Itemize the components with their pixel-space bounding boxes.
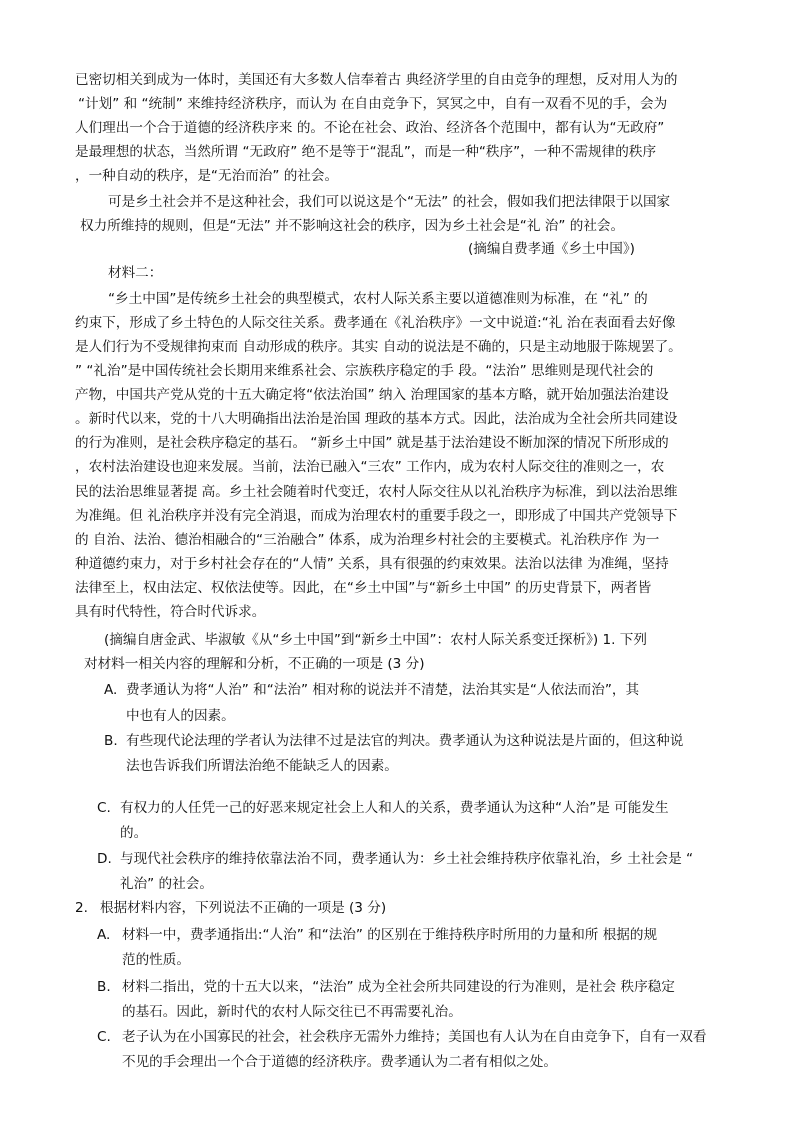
question-number: 2.: [75, 900, 88, 916]
option-text: 中也有人的因素。: [126, 708, 235, 724]
option-text: 的。: [120, 825, 148, 841]
passage-line: 的 自治、法治、德治相融合的“三治融合” 体系，成为治理乡村社会的主要模式。礼治秩序作 为一: [75, 532, 660, 548]
passage-line: 具有时代特性，符合时代诉求。: [75, 604, 266, 620]
option-text: 材料一中，费孝通指出:“人治” 和“法治” 的区别在于维持秩序时所用的力量和所 根据的规: [122, 927, 658, 943]
passage-line: 法律至上，权由法定、权依法使等。因此，在“乡土中国”与“新乡土中国” 的历史背景下，两者皆: [75, 580, 652, 596]
option-text: 不见的手会理出一个合于道德的经济秩序。费孝通认为二者有相似之处。: [122, 1054, 557, 1070]
option-label: A.: [97, 927, 111, 943]
passage-line: ” “礼治”是中国传统社会长期用来维系社会、宗族秩序稳定的手 段。“法治” 思维则是现代社会的: [75, 363, 654, 379]
passage-line: 。新时代以来，党的十八大明确指出法治是治国 理政的基本方式。因此，法治成为全社会所共同建设: [75, 411, 678, 427]
passage-line: 人们理出一个合于道德的经济秩序来 的。不论在社会、政治、经济各个范围中，都有认为“无政府”: [75, 120, 665, 136]
option-text: 法也告诉我们所谓法治绝不能缺乏人的因素。: [126, 758, 398, 774]
passage-line: 是人们行为不受规律拘束而 自动形成的秩序。其实 自动的说法是不确的，只是主动地服于陈规罢了。: [75, 339, 682, 355]
passage-line: “计划” 和 “统制” 来维持经济秩序，而认为 在自由竞争下，冥冥之中，自有一双看不见的手，会为: [78, 96, 668, 112]
option-label: D.: [97, 851, 112, 867]
passage-line: 是最理想的状态，当然所谓 “无政府” 绝不是等于“混乱”，而是一种“秩序”，一种不需规律的秩序: [75, 144, 657, 160]
option-label: C.: [97, 800, 111, 816]
passage-line: 为准绳。但 礼治秩序并没有完全消退，而成为治理农村的重要手段之一，即形成了中国共产党领导下: [75, 508, 678, 524]
option-text: 有些现代论法理的学者认为法律不过是法官的判决。费孝通认为这种说法是片面的，但这种说: [126, 733, 684, 749]
option-text: 的基石。因此，新时代的农村人际交往已不再需要礼治。: [122, 1004, 462, 1020]
option-text: 费孝通认为将“人治” 和“法治” 相对称的说法并不清楚，法治其实是“人依法而治”，其: [126, 682, 640, 698]
passage-line: 约束下，形成了乡土特色的人际交往关系。费孝通在《礼治秩序》一文中说道:“礼 治在表面看去好像: [75, 315, 676, 331]
passage-line: 已密切相关到成为一体时，美国还有大多数人信奉着古 典经济学里的自由竞争的理想，反对用人为的: [75, 72, 678, 88]
option-text: 与现代社会秩序的维持依靠法治不同，费孝通认为：乡土社会维持秩序依靠礼治，乡 土社会是 “: [120, 851, 694, 867]
option-text: 礼治” 的社会。: [120, 876, 213, 892]
option-text: 材料二指出，党的十五大以来，“法治” 成为全社会所共同建设的行为准则，是社会 秩序稳定: [122, 979, 675, 995]
passage-line: 产物，中国共产党从党的十五大确定将“依法治国” 纳入 治理国家的基本方略，就开始加强法治建设: [75, 387, 669, 403]
material-2-heading: 材料二：: [108, 265, 163, 281]
passage-line: “乡土中国”是传统乡土社会的典型模式，农村人际关系主要以道德准则为标准，在 “礼” 的: [108, 291, 648, 307]
passage-line: ，农村法治建设也迎来发展。当前，法治已融入“三农” 工作内，成为农村人际交往的准则之一，农: [75, 459, 665, 475]
question-stem: 对材料一相关内容的理解和分析，不正确的一项是 (3 分): [84, 656, 425, 672]
passage-line: 可是乡土社会并不是这种社会，我们可以说这是个“无法” 的社会，假如我们把法律限于以国家: [108, 194, 671, 210]
passage-line: 种道德约束力，对于乡村社会存在的“人情” 关系，具有很强的约束效果。法治以法律 为准绳，坚持: [75, 556, 669, 572]
passage-line: ，一种自动的秩序，是“无治而治” 的社会。: [75, 168, 339, 184]
source-citation-1: (摘编自费孝通《乡土中国》): [468, 241, 635, 257]
option-label: A.: [104, 682, 118, 698]
passage-line: 的行为准则，是社会秩序稳定的基石。 “新乡土中国” 就是基于法治建设不断加深的情况下所形成的: [75, 435, 669, 451]
option-label: C.: [97, 1029, 111, 1045]
option-label: B.: [104, 733, 118, 749]
option-text: 老子认为在小国寡民的社会，社会秩序无需外力维持；美国也有人认为在自由竞争下，自有一双看: [122, 1029, 707, 1045]
option-label: B.: [97, 979, 111, 995]
passage-line: 民的法治思维显著提 高。乡土社会随着时代变迁，农村人际交往从以礼治秩序为标准，到以法治思维: [75, 484, 678, 500]
question-stem: 根据材料内容，下列说法不正确的一项是 (3 分): [100, 900, 387, 916]
passage-line: 权力所维持的规则，但是“无法” 并不影响这社会的秩序，因为乡土社会是“礼 治” 的社会。: [80, 218, 625, 234]
source-citation-2: (摘编自唐金武、毕淑敏《从“乡土中国”到“新乡土中国”：农村人际关系变迁探析》) 1. 下列: [104, 632, 647, 648]
option-text: 范的性质。: [122, 952, 190, 968]
option-text: 有权力的人任凭一己的好恶来规定社会上人和人的关系，费孝通认为这种“人治”是 可能发生: [120, 800, 669, 816]
